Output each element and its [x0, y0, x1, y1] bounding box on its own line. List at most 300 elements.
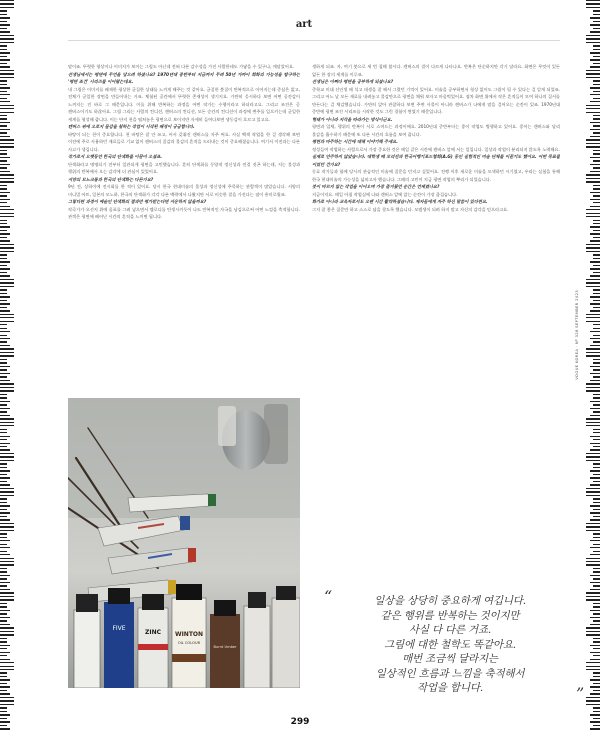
edge-tick	[593, 655, 600, 656]
edge-tick	[586, 523, 600, 524]
edge-tick	[590, 129, 600, 130]
edge-tick	[593, 676, 600, 677]
edge-tick	[0, 526, 14, 527]
paint-label-burnt-umber: Burnt Umber	[213, 645, 237, 649]
edge-tick	[0, 366, 10, 367]
edge-tick	[590, 345, 600, 346]
edge-tick	[0, 652, 10, 653]
edge-tick	[0, 554, 10, 555]
edge-tick	[590, 164, 600, 165]
edge-tick	[0, 321, 14, 322]
interview-question: 붓이 마르지 않는 작업을 이어오며 가장 즐거웠던 순간은 언제였나요?	[312, 185, 440, 190]
edge-tick	[593, 230, 600, 231]
pull-quote-line: 같은 행위를 반복하는 것이지만	[380, 609, 520, 622]
edge-tick	[586, 495, 600, 496]
paint-label-zinc: ZINC	[144, 629, 162, 636]
edge-tick	[0, 512, 10, 513]
edge-tick	[0, 491, 14, 492]
edge-tick	[0, 293, 7, 294]
edge-tick	[0, 422, 14, 423]
pull-quote-line: 매번 조금씩 달라지는	[402, 653, 498, 665]
edge-tick	[0, 505, 10, 506]
interview-answer: 생하게 되죠. 자, 여기 붓으로 세 번 칠해 봅시다. 캔버스의 결이 다르게 나타나요. 반복은 단순하지만 각기 달라요. 화면은 무엇이 있든 없든 한 장의 세계를 이루죠.	[312, 65, 560, 78]
edge-tick	[593, 481, 600, 482]
edge-tick	[593, 551, 600, 552]
edge-tick	[593, 362, 600, 363]
edge-tick	[0, 575, 10, 576]
edge-tick	[593, 509, 600, 510]
edge-tick	[0, 578, 7, 579]
edge-tick	[0, 641, 7, 642]
edge-tick	[0, 195, 7, 196]
edge-tick	[0, 380, 10, 381]
edge-tick	[0, 369, 7, 370]
edge-tick	[590, 589, 600, 590]
edge-tick	[0, 495, 14, 496]
section-label: art	[295, 19, 313, 30]
edge-tick	[0, 568, 7, 569]
close-quote-mark-icon: ”	[576, 684, 584, 703]
edge-tick	[0, 474, 7, 475]
edge-tick	[593, 202, 600, 203]
edge-tick	[586, 321, 600, 322]
edge-tick	[0, 659, 10, 660]
edge-tick	[0, 690, 7, 691]
edge-tick	[586, 634, 600, 635]
edge-tick	[0, 317, 14, 318]
edge-tick	[0, 634, 14, 635]
edge-tick	[590, 408, 600, 409]
edge-tick	[590, 303, 600, 304]
interview-question: 화가로 아니라 교육자로서도 오랜 시간 활약하셨습니다. 제자들에게 자주 하신 말씀이 있다면요.	[312, 200, 488, 205]
edge-tick	[593, 568, 600, 569]
edge-tick	[593, 429, 600, 430]
edge-tick	[0, 676, 7, 677]
edge-tick	[593, 14, 600, 15]
edge-tick	[0, 666, 14, 667]
edge-tick	[590, 484, 600, 485]
edge-tick	[590, 575, 600, 576]
edge-tick	[590, 436, 600, 437]
edge-tick	[0, 728, 10, 729]
edge-tick	[586, 662, 600, 663]
edge-tick	[586, 73, 600, 74]
edge-tick	[590, 728, 600, 729]
edge-tick	[593, 341, 600, 342]
edge-tick	[0, 157, 10, 158]
edge-tick	[0, 105, 14, 106]
edge-tick	[593, 537, 600, 538]
paint-label-oil-colour: OIL COLOUR	[177, 641, 201, 645]
edge-tick	[593, 220, 600, 221]
pull-quote-line: 사실 다 다른 거죠.	[408, 624, 492, 636]
edge-tick	[593, 613, 600, 614]
edge-tick	[590, 554, 600, 555]
edge-tick	[0, 10, 7, 11]
edge-tick	[590, 380, 600, 381]
edge-tick	[593, 544, 600, 545]
edge-tick	[586, 209, 600, 210]
edge-tick	[0, 275, 10, 276]
edge-tick	[593, 369, 600, 370]
edge-tick	[0, 77, 14, 78]
edge-tick	[0, 132, 7, 133]
edge-tick	[593, 376, 600, 377]
edge-tick	[0, 697, 14, 698]
edge-tick	[593, 474, 600, 475]
edge-tick	[586, 491, 600, 492]
edge-tick	[0, 146, 14, 147]
edge-tick	[590, 101, 600, 102]
edge-tick	[586, 700, 600, 701]
edge-tick	[590, 401, 600, 402]
edge-tick	[0, 125, 7, 126]
edge-tick	[0, 544, 7, 545]
edge-tick	[0, 7, 14, 8]
edge-tick	[586, 669, 600, 670]
edge-tick	[0, 589, 10, 590]
edge-tick	[0, 226, 10, 227]
edge-tick	[0, 49, 7, 50]
edge-tick	[0, 289, 7, 290]
interview-question: 형태가 아니라 지각을 따라가는 방식이군요.	[312, 117, 393, 123]
edge-tick	[0, 523, 14, 524]
edge-tick	[593, 446, 600, 447]
edge-tick	[0, 596, 14, 597]
edge-tick	[590, 17, 600, 18]
edge-tick	[0, 101, 10, 102]
edge-tick	[0, 84, 7, 85]
edge-tick	[0, 498, 7, 499]
edge-tick	[0, 509, 7, 510]
edge-tick	[0, 338, 10, 339]
edge-tick	[590, 199, 600, 200]
edge-tick	[590, 547, 600, 548]
edge-tick	[0, 533, 7, 534]
edge-tick	[0, 408, 10, 409]
edge-tick	[590, 624, 600, 625]
edge-tick	[0, 314, 14, 315]
edge-tick	[0, 432, 7, 433]
edge-tick	[593, 150, 600, 151]
edge-tick	[593, 672, 600, 673]
edge-tick	[590, 519, 600, 520]
edge-tick	[593, 160, 600, 161]
edge-tick	[586, 627, 600, 628]
edge-tick	[0, 348, 14, 349]
edge-tick	[0, 355, 14, 356]
edge-tick	[586, 279, 600, 280]
edge-tick	[590, 693, 600, 694]
edge-tick	[590, 331, 600, 332]
edge-tick	[0, 174, 14, 175]
edge-tick	[0, 725, 7, 726]
edge-tick	[0, 223, 7, 224]
edge-tick	[590, 296, 600, 297]
edge-tick	[0, 638, 7, 639]
edge-tick	[590, 24, 600, 25]
edge-tick	[0, 599, 14, 600]
edge-tick	[0, 206, 10, 207]
edge-tick	[593, 411, 600, 412]
edge-tick	[0, 310, 10, 311]
edge-tick	[586, 352, 600, 353]
edge-tick	[593, 84, 600, 85]
edge-tick	[0, 247, 14, 248]
edge-tick	[0, 21, 7, 22]
edge-tick	[593, 300, 600, 301]
edge-tick	[590, 233, 600, 234]
edge-tick	[0, 258, 7, 259]
interview-question: 그렇다면 과정이 예술인 단색화의 결과만 평가받는다면 서운하지 않을까요?	[68, 200, 207, 205]
pull-quote-line: 작업을 합니다.	[417, 682, 483, 694]
edge-tick	[0, 383, 14, 384]
edge-tick	[0, 418, 14, 419]
edge-tick	[593, 167, 600, 168]
edge-tick	[0, 0, 14, 1]
edge-tick	[0, 213, 14, 214]
edge-tick	[586, 456, 600, 457]
edge-tick	[593, 328, 600, 329]
edge-tick	[0, 477, 10, 478]
interview-answer: 작곡가가 오선지 위에 음표를 그려 넣으면서 멜로디를 탄생시키듯이 나도 반복적인 자국을 남김으로써 어떤 느낌을 축적합니다. 관객은 평면에 배어난 시간의 흔적을 느끼면 됩니다.	[68, 207, 300, 220]
edge-tick	[0, 436, 10, 437]
edge-tick	[586, 561, 600, 562]
edge-tick	[0, 233, 10, 234]
edge-tick	[0, 669, 14, 670]
interview-answer: 동료 작가들과 함께 당시의 관습적인 미술에 질문을 던지고 싶었어요. 전쟁 이후 새로운 미술을 모색하던 시기였고, 우리는 실험을 통해 한국 현대미술의 가능성을 넓히고자 했습니다. 그때의 고민이 지금 평면 작업의 뿌리가 되었습니다.	[312, 170, 560, 183]
edge-tick	[590, 268, 600, 269]
edge-tick	[0, 45, 7, 46]
edge-tick	[590, 66, 600, 67]
edge-tick	[0, 352, 14, 353]
edge-tick	[586, 348, 600, 349]
edge-tick	[0, 429, 7, 430]
edge-tick	[593, 91, 600, 92]
edge-tick	[593, 707, 600, 708]
edge-tick	[0, 341, 7, 342]
pull-quote-line: 일상을 상당히 중요하게 여깁니다.	[374, 595, 526, 607]
open-quote-mark-icon: “	[324, 587, 332, 606]
edge-tick	[0, 376, 7, 377]
edge-tick	[0, 52, 10, 53]
edge-tick	[0, 192, 10, 193]
edge-tick	[593, 404, 600, 405]
edge-tick	[0, 362, 7, 363]
interview-answer: 평면과 입체, 행위의 반복이 서로 스며드는 과정이에요. 2010년대 중반부터는 종이 작업도 병행하고 있어요. 종이는 캔버스와 달리 물감을 흡수하기 때문에 또 다른 시간의 흐름을 보여 줍니다.	[312, 125, 560, 138]
interview-answer: 단색화라고 명명되기 전부터 일관되게 평면을 고민했습니다. 흔히 단색화를 동양적 정신성과 연결 짓곤 하는데, 저는 물성과 행위의 반복에서 오는 감각에 더 관심이 있었어요.	[68, 162, 300, 175]
edge-tick	[0, 387, 14, 388]
edge-tick	[593, 603, 600, 604]
edge-tick	[593, 711, 600, 712]
edge-tick	[0, 178, 14, 179]
edge-tick	[593, 21, 600, 22]
edge-tick	[586, 282, 600, 283]
edge-tick	[0, 373, 10, 374]
edge-tick	[0, 610, 10, 611]
edge-tick	[0, 265, 7, 266]
edge-tick	[593, 132, 600, 133]
edge-tick	[586, 704, 600, 705]
edge-tick	[0, 470, 10, 471]
edge-tick	[593, 153, 600, 154]
edge-tick	[0, 3, 14, 4]
edge-tick	[0, 672, 7, 673]
edge-tick	[0, 617, 10, 618]
publication-side-label: VOGUE KOREA · Nº 328 SEPTEMBER 2023	[574, 290, 579, 380]
edge-tick	[0, 620, 7, 621]
edge-tick	[0, 129, 10, 130]
edge-tick	[0, 254, 7, 255]
edge-tick	[0, 484, 10, 485]
edge-tick	[590, 686, 600, 687]
edge-tick	[590, 94, 600, 95]
edge-tick	[586, 3, 600, 4]
edge-tick	[0, 585, 7, 586]
edge-tick	[0, 411, 7, 412]
edge-tick	[0, 693, 10, 694]
edge-tick	[593, 359, 600, 360]
edge-tick	[590, 512, 600, 513]
edge-tick	[586, 592, 600, 593]
edge-tick	[0, 303, 10, 304]
left-edge-ticks	[0, 0, 14, 753]
edge-tick	[593, 638, 600, 639]
edge-tick	[0, 56, 7, 57]
edge-tick	[0, 230, 7, 231]
edge-tick	[0, 606, 7, 607]
edge-tick	[593, 223, 600, 224]
edge-tick	[590, 52, 600, 53]
edge-tick	[593, 690, 600, 691]
edge-tick	[590, 136, 600, 137]
edge-tick	[590, 275, 600, 276]
edge-tick	[593, 397, 600, 398]
edge-tick	[590, 477, 600, 478]
interview-question: 실제로 안주하지 않았습니다. 대학생 때 모리진과 한국어행기포드협회(A.G) 동인 실험적인 미술 단체를 이끌기도 했어요. 어떤 목표를 이었던 건가요?	[312, 155, 560, 168]
edge-tick	[586, 422, 600, 423]
edge-tick	[0, 66, 10, 67]
edge-tick	[0, 112, 14, 113]
edge-tick	[593, 516, 600, 517]
edge-tick	[0, 707, 7, 708]
edge-tick	[593, 439, 600, 440]
edge-tick	[586, 181, 600, 182]
edge-tick	[0, 98, 7, 99]
edge-tick	[0, 70, 14, 71]
edge-tick	[0, 94, 10, 95]
edge-tick	[590, 373, 600, 374]
edge-tick	[586, 666, 600, 667]
edge-tick	[586, 251, 600, 252]
edge-tick	[0, 551, 7, 552]
edge-tick	[586, 108, 600, 109]
edge-tick	[0, 331, 10, 332]
edge-tick	[593, 258, 600, 259]
edge-tick	[590, 645, 600, 646]
edge-tick	[593, 533, 600, 534]
edge-tick	[0, 359, 7, 360]
edge-tick	[0, 488, 14, 489]
edge-tick	[586, 564, 600, 565]
edge-tick	[0, 59, 10, 60]
edge-tick	[0, 571, 7, 572]
edge-tick	[593, 498, 600, 499]
edge-tick	[0, 582, 10, 583]
edge-tick	[590, 31, 600, 32]
edge-tick	[593, 571, 600, 572]
edge-tick	[590, 310, 600, 311]
edge-tick	[586, 355, 600, 356]
edge-tick	[0, 397, 7, 398]
edge-tick	[0, 268, 10, 269]
edge-tick	[586, 35, 600, 36]
edge-tick	[586, 143, 600, 144]
edge-tick	[593, 195, 600, 196]
edge-tick	[590, 470, 600, 471]
edge-tick	[0, 415, 10, 416]
edge-tick	[0, 456, 14, 457]
edge-tick	[590, 192, 600, 193]
interview-answer: 그저 잘 좋은 질문만 하고 스스로 답을 찾도록 했습니다. 모범생이 되려 하지 말고 자신의 감각을 믿으라고요.	[312, 207, 509, 213]
edge-tick	[586, 286, 600, 287]
edge-tick	[590, 714, 600, 715]
edge-tick	[586, 418, 600, 419]
edge-tick	[586, 178, 600, 179]
edge-tick	[586, 387, 600, 388]
edge-tick	[590, 59, 600, 60]
edge-tick	[590, 226, 600, 227]
edge-tick	[593, 725, 600, 726]
interview-answer: 내 그림은 이미지를 배제한 평상한 균질한 상태를 느끼게 해주는 것 같아요. 균질한 붓질이 반복적으로 이어지는데 중심은 없고, 전체가 균일한 장면을 만들어내는 거죠. 체험된 공간에서 뚜렷한 존재성이 생기지요. 가만히 응시하다 보면 어떤 공간감이 느껴지는 건 바로 그 때문입니다. 이를 위해 반복하는 과정을 어떤 작가는 수행이라고 하더라고요. 그리고 조건은 곧 캔버스이기도 하잖아요. 그림 그리는 사람의 컨디션, 캔버스의 컨디션, 모든 순간의 컨디션이 과정에 변주를 일으키는데 균일한 세계를 형성해 줍니다. 이는 단지 천을 펼쳐놓은 평면으로 보이지만 자세히 들여다보면 생동감이 흐르고 있고요.	[68, 87, 300, 123]
interview-question: 평면과 마주하는 시간에 대해 이야기해 주세요.	[312, 140, 398, 145]
edge-tick	[0, 530, 14, 531]
edge-tick	[0, 631, 14, 632]
edge-tick	[0, 686, 10, 687]
edge-tick	[590, 122, 600, 123]
edge-tick	[0, 35, 14, 36]
pull-quote-line: 일상적인 흐름과 느낌을 축적해서	[375, 667, 525, 680]
edge-tick	[0, 662, 14, 663]
edge-tick	[0, 31, 10, 32]
edge-tick	[590, 366, 600, 367]
edge-tick	[0, 87, 10, 88]
pull-quote	[324, 587, 584, 703]
edge-tick	[0, 439, 7, 440]
edge-tick	[0, 547, 10, 548]
edge-tick	[0, 446, 7, 447]
edge-tick	[593, 324, 600, 325]
edge-tick	[0, 540, 10, 541]
edge-tick	[586, 174, 600, 175]
edge-tick	[0, 167, 7, 168]
paint-label-five: FIVE	[112, 625, 126, 632]
article-left-column	[68, 64, 300, 394]
edge-tick	[593, 620, 600, 621]
edge-tick	[593, 185, 600, 186]
interview-answer: 바탕이 되는 천이 중요합니다. 천 바탕은 잘 안 쓰고, 어서 갖춰진 캔버스를 자주 써요. 사실 백색 작업을 한 걸 생각해 보면 이전에 주로 사용하던 재료들로 기교 없이 캔버스의 질감과 물감의 흔적을 드러내는 것이 중요해졌습니다. 여기서 이전과는 다른 사고가 생깁니다.	[68, 132, 300, 153]
edge-tick	[0, 463, 7, 464]
edge-tick	[586, 453, 600, 454]
edge-tick	[590, 617, 600, 618]
edge-tick	[0, 153, 7, 154]
edge-tick	[0, 160, 7, 161]
edge-tick	[0, 613, 7, 614]
edge-tick	[586, 631, 600, 632]
edge-tick	[590, 505, 600, 506]
edge-tick	[0, 328, 7, 329]
edge-tick	[593, 502, 600, 503]
